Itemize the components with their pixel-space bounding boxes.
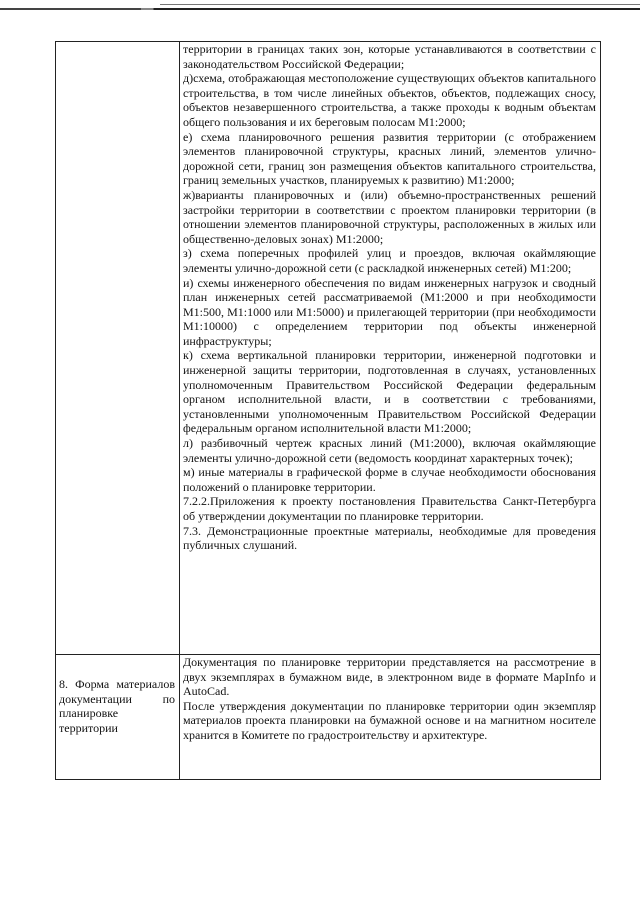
paragraph-e-planning-scheme: е) схема планировочного решения развития территории (с отображением элементов планировочной структуры, красных линий, элементов улично-дорожной сети, границ зон размещения объектов капитального строительства, границ земельных участков, планируемых к развитию) М1:2000; xyxy=(183,129,596,188)
paragraph-k-vertical-planning: к) схема вертикальной планировки территории, инженерной подготовки и инженерной защиты территории, подготовленная в случаях, установленных уполномоченным Правительством Российской Федерации федеральным органом исполнительной власти, и в соответствии с требованиями, установленными уполномоченным Правительством Российской Федерации федеральным органом исполнительной власти М1:2000; xyxy=(183,348,596,436)
paragraph-7-2-2: 7.2.2.Приложения к проекту постановления Правительства Санкт-Петербурга об утверждении документации по планировке территории. xyxy=(183,494,596,523)
row1-label-cell xyxy=(56,42,180,655)
requirements-table xyxy=(55,41,601,780)
paragraph-l-red-lines: л) разбивочный чертеж красных линий (М1:2000), включая окаймляющие элементы улично-дорожной сети (ведомость координат характерных точек); xyxy=(183,436,596,465)
paragraph-d-existing-objects: д)схема, отображающая местоположение существующих объектов капитального строительства, в том числе линейных объектов, объектов, подлежащих сносу, объектов незавершенного строительства, а также проходы к водным объектам общего пользования и их береговым полосам М1:2000; xyxy=(183,71,596,129)
paragraph-m-other-materials: м) иные материалы в графической форме в случае необходимости обоснования положений о планировке территории. xyxy=(183,465,596,494)
paragraph-storage: После утверждения документации по планировке территории один экземпляр материалов проекта планировки на бумажной основе и на магнитном носителе хранится в Комитете по градостроительству и архитектуре. xyxy=(183,698,596,742)
scan-edge-line xyxy=(0,8,640,10)
paragraph-zh-variants: ж)варианты планировочных и (или) объемно-пространственных решений застройки территории в соответствии с проектом планировки территории (в отношении элементов планировочной структуры, расположенных в жилых или общественно-деловых зонах) М1:2000; xyxy=(183,187,596,246)
scan-edge-line-thin xyxy=(160,4,640,5)
paragraph-submission-format: Документация по планировке территории представляется на рассмотрение в двух экземплярах в бумажном виде, в электронном виде в формате MapInfo и AutoCad. xyxy=(183,655,596,699)
paragraph-i-engineering: и) схемы инженерного обеспечения по видам инженерных нагрузок и сводный план инженерных сетей рассматриваемой (М1:2000 и при необходимости М1:500, М1:1000 или М1:5000) и прилегающей территории (при необходимости М1:10000) с определением территории под объекты инженерной инфраструктуры; xyxy=(183,275,596,348)
row1-content-cell xyxy=(180,42,601,655)
paragraph-7-3: 7.3. Демонстрационные проектные материалы, необходимые для проведения публичных слушаний. xyxy=(183,523,596,553)
row2-label-cell: 8. Форма материалов документации по планировке территории xyxy=(56,655,180,780)
table-row xyxy=(56,655,601,780)
paragraph-z-street-profiles: з) схема поперечных профилей улиц и проездов, включая окаймляющие элементы улично-дорожной сети (с раскладкой инженерных сетей) М1:200; xyxy=(183,246,596,275)
paragraph-zones: территории в границах таких зон, которые устанавливаются в соответствии с законодательством Российской Федерации; xyxy=(183,42,596,71)
row2-content-cell xyxy=(180,655,601,780)
table-row xyxy=(56,42,601,655)
